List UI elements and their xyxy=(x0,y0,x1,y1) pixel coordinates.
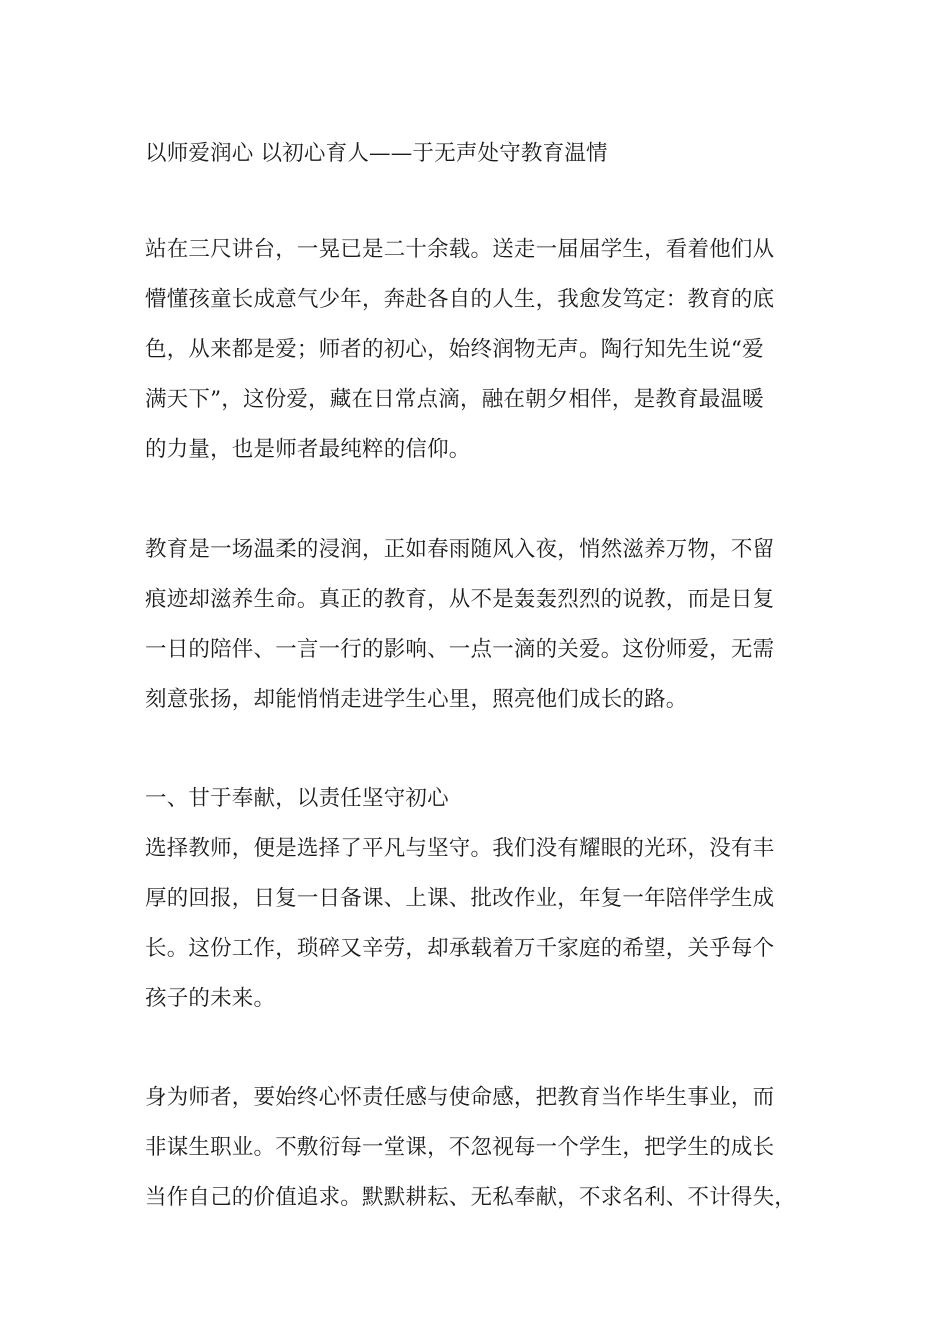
paragraph-2-line-3: 一日的陪伴、一言一行的影响、一点一滴的关爱。这份师爱，无需 xyxy=(145,637,775,662)
paragraph-1-line-5: 的力量，也是师者最纯粹的信仰。 xyxy=(145,437,471,462)
paragraph-3-line-1: 选择教师，便是选择了平凡与坚守。我们没有耀眼的光环，没有丰 xyxy=(145,836,775,861)
paragraph-2-line-2: 痕迹却滋养生命。真正的教育，从不是轰轰烈烈的说教，而是日复 xyxy=(145,587,775,612)
document-title: 以师爱润心 以初心育人——于无声处守教育温情 xyxy=(145,141,608,166)
paragraph-4-line-2: 非谋生职业。不敷衍每一堂课，不忽视每一个学生，把学生的成长 xyxy=(145,1135,775,1160)
paragraph-1-line-4: 满天下”，这份爱，藏在日常点滴，融在朝夕相伴，是教育最温暖 xyxy=(145,387,764,412)
paragraph-3-line-2: 厚的回报，日复一日备课、上课、批改作业，年复一年陪伴学生成 xyxy=(145,886,775,911)
paragraph-3-line-4: 孩子的未来。 xyxy=(145,986,276,1011)
paragraph-4-line-3: 当作自己的价值追求。默默耕耘、无私奉献，不求名利、不计得失， xyxy=(145,1185,797,1210)
paragraph-2-line-1: 教育是一场温柔的浸润，正如春雨随风入夜，悄然滋养万物，不留 xyxy=(145,537,775,562)
paragraph-2-line-4: 刻意张扬，却能悄悄走进学生心里，照亮他们成长的路。 xyxy=(145,687,688,712)
paragraph-4-line-1: 身为师者，要始终心怀责任感与使命感，把教育当作毕生事业，而 xyxy=(145,1085,775,1110)
paragraph-3-line-3: 长。这份工作，琐碎又辛劳，却承载着万千家庭的希望，关乎每个 xyxy=(145,936,775,961)
paragraph-1-line-1: 站在三尺讲台，一晃已是二十余载。送走一届届学生，看着他们从 xyxy=(145,237,775,262)
paragraph-1-line-2: 懵懂孩童长成意气少年，奔赴各自的人生，我愈发笃定：教育的底 xyxy=(145,287,775,312)
paragraph-1-line-3: 色，从来都是爱；师者的初心，始终润物无声。陶行知先生说“爱 xyxy=(145,337,764,362)
section-1-heading: 一、甘于奉献，以责任坚守初心 xyxy=(145,786,449,811)
